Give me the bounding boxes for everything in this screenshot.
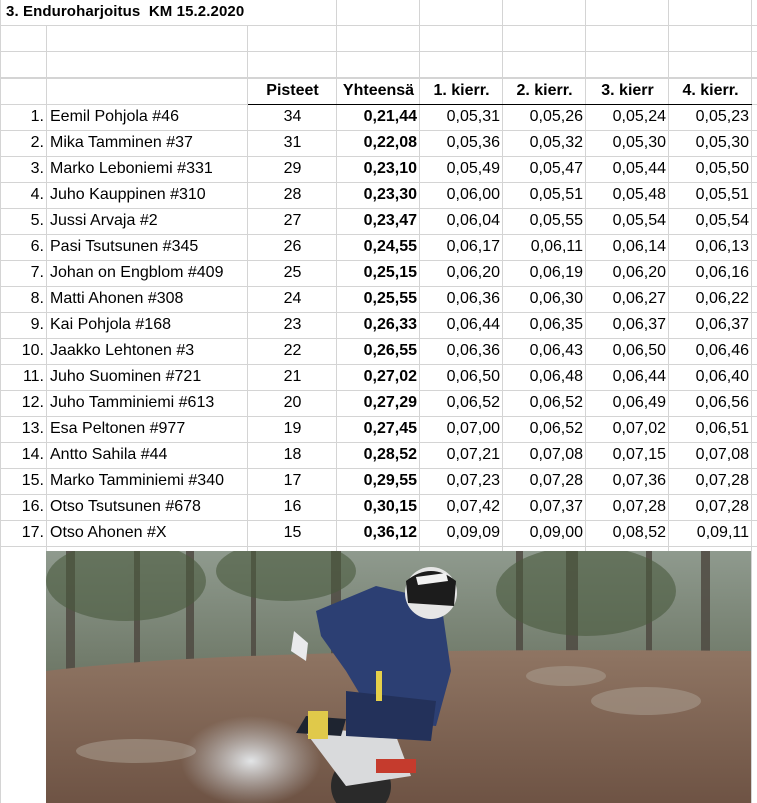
lap4-cell: 0,05,23 xyxy=(695,108,749,126)
name-cell: Juho Tamminiemi #613 xyxy=(50,394,215,411)
lap2-cell: 0,05,55 xyxy=(529,212,583,229)
table-row xyxy=(0,390,752,416)
lap3-header: 3. kierr xyxy=(586,78,669,104)
total-cell: 0,23,47 xyxy=(363,212,417,229)
total-cell: 0,23,10 xyxy=(363,160,417,177)
lap2-cell: 0,06,52 xyxy=(529,394,583,411)
total-cell: 0,21,44 xyxy=(363,108,417,126)
name-cell: Otso Ahonen #X xyxy=(50,524,167,541)
lap1-cell: 0,06,52 xyxy=(446,394,500,411)
total-cell: 0,27,02 xyxy=(363,368,417,385)
table-row xyxy=(0,416,752,442)
lap4-cell: 0,06,13 xyxy=(695,238,749,255)
points-cell: 20 xyxy=(283,394,302,411)
table-row xyxy=(0,312,752,338)
rank-cell: 17. xyxy=(21,524,44,541)
lap3-cell: 0,06,27 xyxy=(612,290,666,307)
name-cell: Marko Tamminiemi #340 xyxy=(50,472,224,489)
table-row xyxy=(0,156,752,182)
lap3-cell: 0,06,14 xyxy=(612,238,666,255)
lap3-cell: 0,05,44 xyxy=(612,160,666,177)
lap4-cell: 0,06,56 xyxy=(695,394,749,411)
rank-cell: 6. xyxy=(30,238,44,255)
points-cell: 23 xyxy=(283,316,302,333)
name-cell: Otso Tsutsunen #678 xyxy=(50,498,201,515)
lap2-cell: 0,07,28 xyxy=(529,472,583,489)
lap4-cell: 0,06,22 xyxy=(695,290,749,307)
rank-cell: 13. xyxy=(21,420,44,437)
lap1-cell: 0,06,36 xyxy=(446,290,500,307)
lap2-cell: 0,09,00 xyxy=(529,524,583,541)
points-cell: 29 xyxy=(283,160,302,177)
lap1-cell: 0,07,21 xyxy=(446,446,500,463)
lap1-cell: 0,06,20 xyxy=(446,264,500,281)
lap4-cell: 0,05,50 xyxy=(695,160,749,177)
lap2-cell: 0,06,52 xyxy=(529,420,583,437)
name-cell: Juho Suominen #721 xyxy=(50,368,202,385)
lap1-cell: 0,06,17 xyxy=(446,238,500,255)
points-cell: 17 xyxy=(283,472,302,489)
lap2-header: 2. kierr. xyxy=(503,78,586,104)
rank-cell: 7. xyxy=(30,264,44,281)
lap1-cell: 0,06,00 xyxy=(446,186,500,203)
lap4-cell: 0,06,46 xyxy=(695,342,749,359)
header-row xyxy=(0,78,752,104)
lap2-cell: 0,06,30 xyxy=(529,290,583,307)
total-cell: 0,29,55 xyxy=(363,472,417,489)
results-body xyxy=(0,104,752,546)
total-cell: 0,23,30 xyxy=(363,186,417,203)
lap4-cell: 0,07,28 xyxy=(695,498,749,515)
lap1-cell: 0,05,36 xyxy=(446,134,500,151)
name-cell: Esa Peltonen #977 xyxy=(50,420,186,437)
name-cell: Johan on Engblom #409 xyxy=(50,264,224,281)
total-cell: 0,28,52 xyxy=(363,446,417,463)
lap3-cell: 0,07,15 xyxy=(612,446,666,463)
rank-cell: 15. xyxy=(21,472,44,489)
total-cell: 0,27,45 xyxy=(363,420,417,437)
rank-cell: 1. xyxy=(30,108,44,125)
lap2-cell: 0,05,26 xyxy=(529,108,583,126)
lap1-header: 1. kierr. xyxy=(420,78,503,104)
lap1-cell: 0,05,49 xyxy=(446,160,500,177)
rank-cell: 5. xyxy=(30,212,44,229)
lap4-cell: 0,05,30 xyxy=(695,134,749,151)
lap1-cell: 0,06,44 xyxy=(446,316,500,333)
lap3-cell: 0,07,28 xyxy=(612,498,666,515)
total-cell: 0,30,15 xyxy=(363,498,417,515)
name-cell: Juho Kauppinen #310 xyxy=(50,186,206,203)
name-cell: Antto Sahila #44 xyxy=(50,446,168,463)
table-row xyxy=(0,130,752,156)
lap3-cell: 0,07,02 xyxy=(612,420,666,437)
table-row xyxy=(0,468,752,494)
rank-cell: 2. xyxy=(30,134,44,151)
rank-header xyxy=(0,78,47,104)
name-cell: Mika Tamminen #37 xyxy=(50,134,193,151)
lap1-cell: 0,07,42 xyxy=(446,498,500,515)
lap1-cell: 0,09,09 xyxy=(446,524,500,541)
points-cell: 26 xyxy=(283,238,302,255)
name-cell: Jaakko Lehtonen #3 xyxy=(50,342,195,359)
name-cell: Marko Leboniemi #331 xyxy=(50,160,213,177)
table-row xyxy=(0,338,752,364)
table-row xyxy=(0,104,752,130)
total-cell: 0,27,29 xyxy=(363,394,417,411)
points-cell: 18 xyxy=(283,446,302,463)
table-row xyxy=(0,208,752,234)
points-cell: 19 xyxy=(283,420,302,437)
lap3-cell: 0,05,48 xyxy=(612,186,666,203)
total-cell: 0,25,55 xyxy=(363,290,417,307)
lap4-cell: 0,06,16 xyxy=(695,264,749,281)
total-header: Yhteensä xyxy=(337,78,420,104)
rank-cell: 14. xyxy=(21,446,44,463)
table-row xyxy=(0,520,752,546)
lap2-cell: 0,06,43 xyxy=(529,342,583,359)
name-cell: Matti Ahonen #308 xyxy=(50,290,184,307)
lap1-cell: 0,06,50 xyxy=(446,368,500,385)
lap1-cell: 0,07,23 xyxy=(446,472,500,489)
lap2-cell: 0,05,51 xyxy=(529,186,583,203)
rank-cell: 12. xyxy=(21,394,44,411)
rank-cell: 8. xyxy=(30,290,44,307)
lap3-cell: 0,05,30 xyxy=(612,134,666,151)
points-cell: 34 xyxy=(283,108,302,126)
total-cell: 0,26,55 xyxy=(363,342,417,359)
points-cell: 22 xyxy=(283,342,302,359)
total-cell: 0,36,12 xyxy=(363,524,417,541)
lap3-cell: 0,05,54 xyxy=(612,212,666,229)
table-row xyxy=(0,442,752,468)
total-cell: 0,24,55 xyxy=(363,238,417,255)
lap3-cell: 0,06,37 xyxy=(612,316,666,333)
lap3-cell: 0,05,24 xyxy=(612,108,666,126)
name-cell: Jussi Arvaja #2 xyxy=(50,212,158,229)
name-cell: Pasi Tsutsunen #345 xyxy=(50,238,199,255)
points-cell: 24 xyxy=(283,290,302,307)
rank-cell: 11. xyxy=(22,368,44,385)
lap3-cell: 0,06,50 xyxy=(612,342,666,359)
lap4-cell: 0,07,28 xyxy=(695,472,749,489)
lap1-cell: 0,07,00 xyxy=(446,420,500,437)
lap3-cell: 0,06,44 xyxy=(612,368,666,385)
lap4-header: 4. kierr. xyxy=(669,78,752,104)
lap4-cell: 0,06,51 xyxy=(695,420,749,437)
lap4-cell: 0,07,08 xyxy=(695,446,749,463)
points-cell: 27 xyxy=(283,212,302,229)
enduro-rider-photo xyxy=(46,551,751,803)
lap2-cell: 0,06,11 xyxy=(530,238,583,255)
rank-cell: 9. xyxy=(30,316,44,333)
points-cell: 21 xyxy=(283,368,302,385)
points-header: Pisteet xyxy=(248,78,337,104)
name-cell: Eemil Pohjola #46 xyxy=(50,108,179,125)
rank-cell: 4. xyxy=(30,186,44,203)
lap2-cell: 0,05,32 xyxy=(529,134,583,151)
rank-cell: 10. xyxy=(21,342,44,359)
lap2-cell: 0,07,37 xyxy=(529,498,583,515)
table-row xyxy=(0,494,752,520)
lap3-cell: 0,07,36 xyxy=(612,472,666,489)
points-cell: 31 xyxy=(283,134,302,151)
rank-cell: 3. xyxy=(30,160,44,177)
lap2-cell: 0,06,35 xyxy=(529,316,583,333)
lap3-cell: 0,06,20 xyxy=(612,264,666,281)
lap4-cell: 0,09,11 xyxy=(696,524,749,541)
lap1-cell: 0,06,36 xyxy=(446,342,500,359)
total-cell: 0,26,33 xyxy=(363,316,417,333)
rank-cell: 16. xyxy=(21,498,44,515)
lap4-cell: 0,05,51 xyxy=(695,186,749,203)
points-cell: 25 xyxy=(283,264,302,281)
name-header xyxy=(47,78,248,104)
total-cell: 0,22,08 xyxy=(363,134,417,151)
lap3-cell: 0,06,49 xyxy=(612,394,666,411)
lap3-cell: 0,08,52 xyxy=(612,524,666,541)
lap2-cell: 0,06,19 xyxy=(529,264,583,281)
points-cell: 28 xyxy=(283,186,302,203)
lap2-cell: 0,06,48 xyxy=(529,368,583,385)
sheet-title: 3. Enduroharjoitus KM 15.2.2020 xyxy=(6,3,245,20)
lap2-cell: 0,05,47 xyxy=(529,160,583,177)
lap4-cell: 0,06,37 xyxy=(695,316,749,333)
name-cell: Kai Pohjola #168 xyxy=(50,316,171,333)
table-row xyxy=(0,364,752,390)
lap1-cell: 0,06,04 xyxy=(446,212,500,229)
table-row xyxy=(0,182,752,208)
results-table xyxy=(0,78,752,546)
total-cell: 0,25,15 xyxy=(363,264,417,281)
lap2-cell: 0,07,08 xyxy=(529,446,583,463)
table-row xyxy=(0,286,752,312)
lap4-cell: 0,05,54 xyxy=(695,212,749,229)
points-cell: 15 xyxy=(283,524,302,541)
points-cell: 16 xyxy=(283,498,302,515)
table-row xyxy=(0,260,752,286)
table-row xyxy=(0,234,752,260)
lap1-cell: 0,05,31 xyxy=(446,108,500,126)
lap4-cell: 0,06,40 xyxy=(695,368,749,385)
